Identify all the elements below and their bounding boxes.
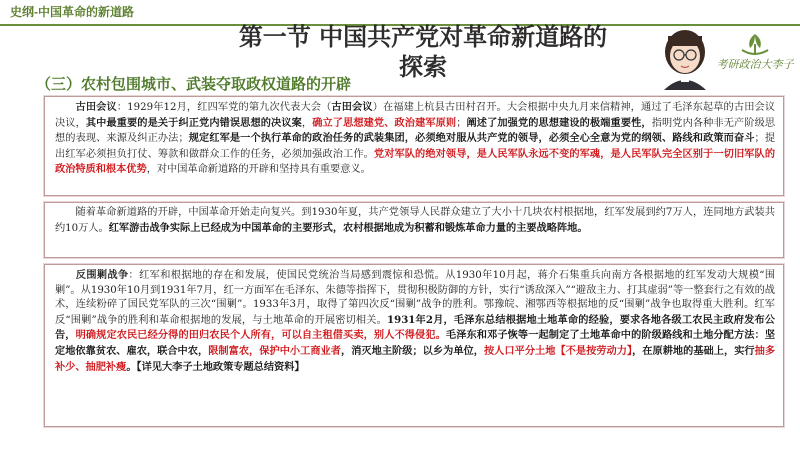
- text-bold: 毛泽东和邓子恢等一起制定了土地革命中的阶级路线和土地分配方法：坚定地依靠贫农、雇农，联合中农，: [55, 329, 776, 357]
- text-highlight: 党对军队的绝对领导，是人民军队永远不变的军魂，是人民军队完全区别于一切旧军队的政治特质和根本优势: [55, 147, 776, 176]
- text-bold: ，在原耕地的基础上，实行: [632, 344, 755, 357]
- text-bold: ，消灭地主阶级；以乡为单位，: [340, 344, 484, 357]
- text-bold: 阐述了加强党的思想建设的极端重要性，: [466, 116, 652, 129]
- text: ，: [301, 117, 313, 129]
- text: ；: [456, 117, 467, 129]
- text: ：1929年12月，红四军党的第九次代表大会（: [116, 102, 332, 113]
- text-highlight: 限制富农，保护中小工商业者: [208, 344, 341, 357]
- text-highlight: 确立了思想建党、政治建军原则: [312, 116, 457, 129]
- text-bold: 1931年2月，毛泽东总结根据地土地革命的经验，要求各地各级工农民主政府发布公告，: [55, 313, 775, 342]
- page-title: 第一节 中国共产党对革命新道路的探索: [238, 23, 608, 81]
- breadcrumb: 史纲-中国革命的新道路: [10, 5, 134, 19]
- text: ，对中国革命新道路的开辟和坚持具有重要意义。: [146, 164, 371, 176]
- text: 随着革命新道路的开辟，中国革命开始走向复兴。到1930年夏，共产党领导人民群众建立了大小十几块农村根据地，红军发展到约7万人，连同地方武装共约10万人。: [55, 207, 775, 234]
- text: 指明党内各种非无产阶级思想的表现、来源及纠正办法；: [55, 117, 776, 145]
- term-anti-encirclement: 反围剿战争: [75, 269, 129, 281]
- gutian-conference-box: [44, 96, 784, 196]
- term-gutian: 古田会议: [75, 101, 117, 113]
- text-highlight: 明确规定农民已经分得的田归农民个人所有，可以自主租借买卖，别人不得侵犯。: [75, 329, 446, 342]
- text: ：红军和根据地的存在和发展，使国民党统治当局感到震惊和恐慌。从1930年10月起，蒋介石集重兵向南方各根据地的红军发动大规模“围剿”。从1930年10月到1931年7月，红一方面军在毛泽东、朱德等指挥下，贯彻积极防御的方针，实行“诱敌深入”“避敌主力、打其虚弱”等一整套行之有效的战术，连续粉碎了国民党军队的三次“围剿”。1933年3月，取得了第四次反“围剿”战争的胜利。鄂豫皖、湘鄂西等根据地的反“围剿”战争也取得重大胜利。红军反“围剿”战争的胜利和革命根据地的发展，与土地革命的开展密切相关。: [55, 270, 776, 326]
- text-bold: 其中最重要的是关于纠正党内错误思想的决议案: [85, 116, 302, 129]
- section-title: （三）农村包围城市、武装夺取政权道路的开辟: [36, 75, 352, 93]
- text-bold: 古田会议: [331, 101, 373, 113]
- text-bold: 规定红军是一个执行革命的政治任务的武装集团，必须绝对服从共产党的领导，必须全心全意为党的纲领、路线和政策而奋斗: [188, 132, 755, 145]
- text-bold: 红军游击战争实际上已经成为中国革命的主要形式，农村根据地成为积蓄和锻炼革命力量的主要战略阵地。: [108, 221, 588, 234]
- text: ；提出红军必须担负打仗、筹款和做群众工作的任务，必须加强政治工作。: [55, 133, 776, 160]
- text-highlight: 抽多补少、抽肥补瘦: [55, 344, 776, 373]
- text: ）在福建上杭县古田村召开。大会根据中央九月来信精神，通过了毛泽东起草的古田会议决议，: [55, 102, 776, 129]
- anti-encirclement-box: [44, 264, 784, 427]
- revolution-revival-box: [44, 202, 784, 258]
- text-bold: 。【详见大李子土地政策专题总结资料】: [126, 360, 305, 373]
- logo-text: 考研政治大李子: [716, 58, 794, 71]
- avatar: [650, 22, 720, 90]
- text-highlight: 按人口平分土地【不是按劳动力】: [483, 344, 633, 357]
